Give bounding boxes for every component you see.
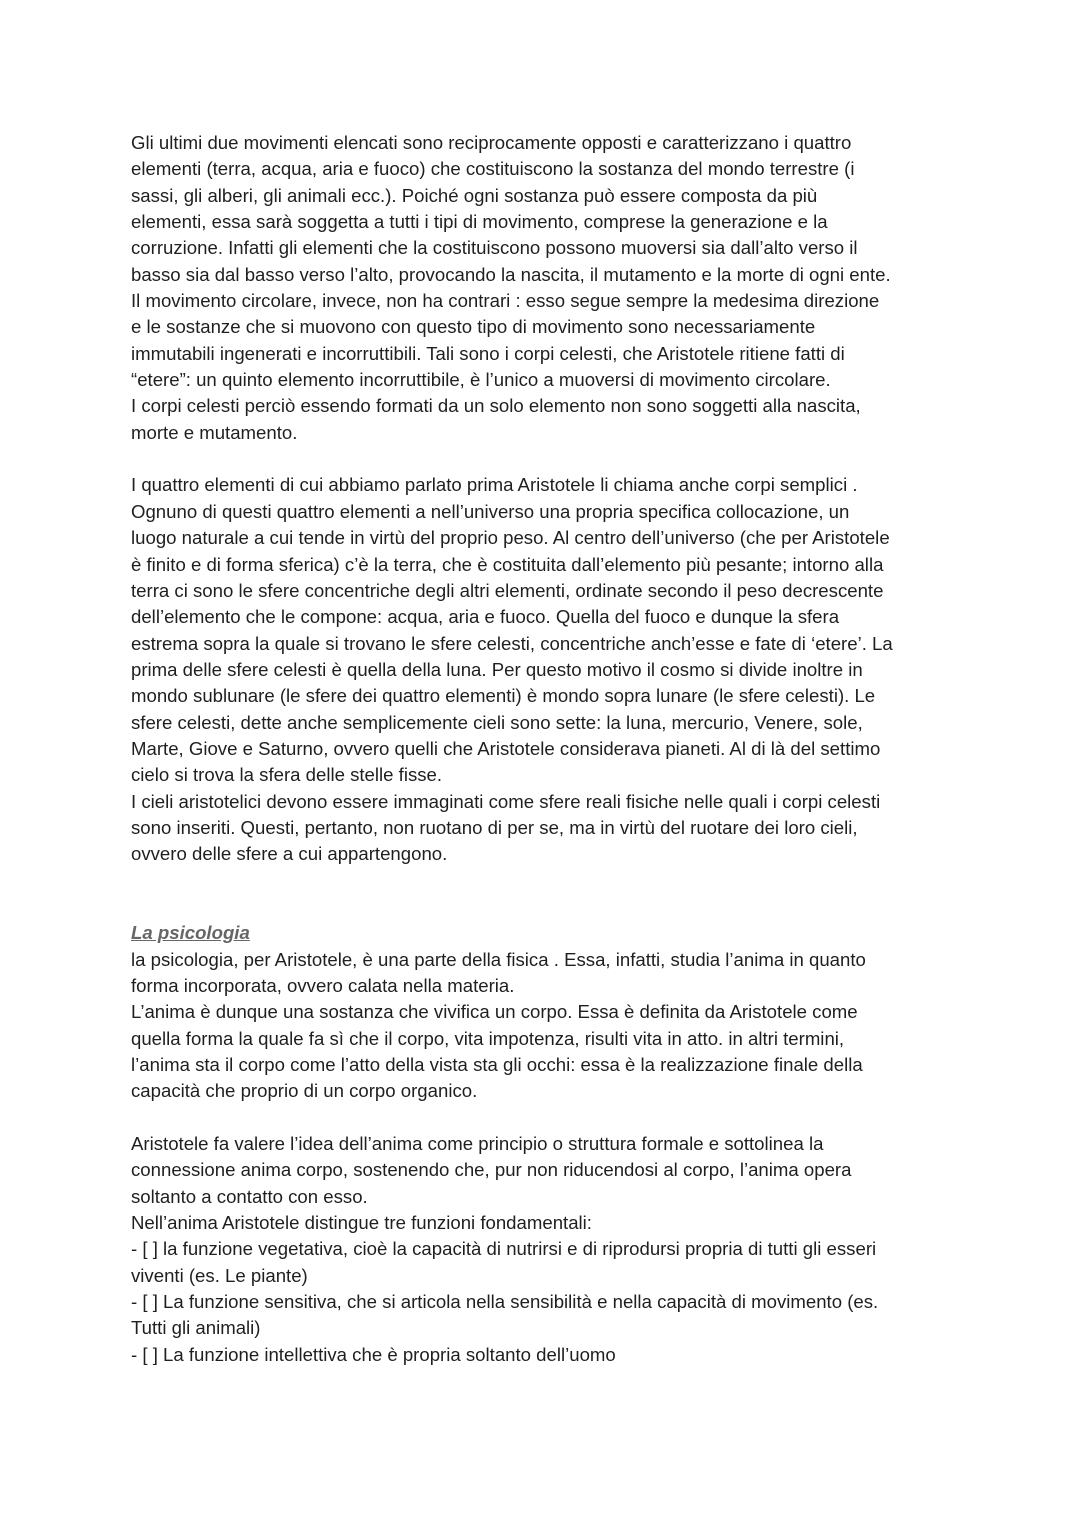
text-line: Aristotele fa valere l’idea dell’anima come principio o struttura formale e sottolinea la [131, 1133, 824, 1155]
text-line: Marte, Giove e Saturno, ovvero quelli che Aristotele considerava pianeti. Al di là del settimo [131, 737, 881, 759]
text-line: sfere celesti, dette anche semplicemente cieli sono sette: la luna, mercurio, Venere, sole, [131, 711, 863, 733]
text-line: connessione anima corpo, sostenendo che, pur non riducendosi al corpo, l’anima opera [131, 1159, 852, 1181]
blank-line [131, 446, 1011, 472]
text-line: - [ ] La funzione sensitiva, che si articola nella sensibilità e nella capacità di movimento (es. [131, 1291, 879, 1313]
text-line: Tutti gli animali) [131, 1317, 261, 1339]
text-line: “etere”: un quinto elemento incorruttibile, è l’unico a muoversi di movimento circolare. [131, 369, 831, 391]
text-line: forma incorporata, ovvero calata nella materia. [131, 975, 515, 996]
text-line: estrema sopra la quale si trovano le sfere celesti, concentriche anch’esse e fate di ‘etere’. La [131, 632, 893, 654]
text-line: I quattro elementi di cui abbiamo parlato prima Aristotele li chiama anche corpi semplici . [131, 474, 858, 496]
text-line: immutabili ingenerati e incorruttibili. Tali sono i corpi celesti, che Aristotele ritiene fatti di [131, 342, 845, 364]
text-line: I corpi celesti perciò essendo formati da un solo elemento non sono soggetti alla nascita, [131, 395, 861, 417]
text-line: - [ ] la funzione vegetativa, cioè la capacità di nutrirsi e di riprodursi propria di tutti gli esseri [131, 1238, 877, 1260]
text-line: terra ci sono le sfere concentriche degli altri elementi, ordinate secondo il peso decrescente [131, 579, 884, 601]
text-line: l’anima sta il corpo come l’atto della vista sta gli occhi: essa è la realizzazione finale della [131, 1054, 863, 1076]
paragraph-funzioni [131, 1131, 1011, 1368]
paragraph-psicologia [131, 947, 1011, 1105]
paragraph-movimenti [131, 130, 1011, 446]
text-line: - [ ] La funzione intellettiva che è propria soltanto dell’uomo [131, 1343, 616, 1365]
text-line: sono inseriti. Questi, pertanto, non ruotano di per se, ma in virtù del ruotare dei loro cieli, [131, 816, 858, 838]
text-line: è finito e di forma sferica) c’è la terra, che è costituita dall’elemento più pesante; intorno alla [131, 553, 884, 575]
text-line: prima delle sfere celesti è quella della luna. Per questo motivo il cosmo si divide inoltre in [131, 658, 863, 680]
text-line: corruzione. Infatti gli elementi che la costituiscono possono muoversi sia dall’alto verso il [131, 237, 858, 259]
blank-line [131, 894, 1011, 920]
text-line: viventi (es. Le piante) [131, 1264, 308, 1286]
text-line: quella forma la quale fa sì che il corpo, vita impotenza, risulti vita in atto. in altri termini, [131, 1027, 845, 1049]
blank-line [131, 1105, 1011, 1131]
text-line: morte e mutamento. [131, 421, 298, 443]
text-line: la psicologia, per Aristotele, è una parte della fisica . Essa, infatti, studia l’anima in quanto [131, 948, 866, 970]
text-line: elementi, essa sarà soggetta a tutti i tipi di movimento, comprese la generazione e la [131, 211, 828, 233]
text-line: soltanto a contatto con esso. [131, 1185, 368, 1207]
text-line: I cieli aristotelici devono essere immaginati come sfere reali fisiche nelle quali i corpi celesti [131, 790, 881, 812]
text-line: capacità che proprio di un corpo organico. [131, 1080, 478, 1102]
text-line: sassi, gli alberi, gli animali ecc.). Poiché ogni sostanza può essere composta da più [131, 184, 818, 206]
text-line: Gli ultimi due movimenti elencati sono reciprocamente opposti e caratterizzano i quattro [131, 132, 852, 153]
text-line: dell’elemento che le compone: acqua, aria e fuoco. Quella del fuoco e dunque la sfera [131, 606, 840, 628]
text-line: cielo si trova la sfera delle stelle fisse. [131, 764, 443, 786]
text-line: basso sia dal basso verso l’alto, provocando la nascita, il mutamento e la morte di ogni ente. [131, 263, 891, 285]
section-heading: La psicologia [131, 922, 250, 944]
text-line: e le sostanze che si muovono con questo tipo di movimento sono necessariamente [131, 316, 816, 338]
text-line: mondo sublunare (le sfere dei quattro elementi) è mondo sopra lunare (le sfere celesti). Le [131, 685, 876, 707]
blank-line [131, 868, 1011, 894]
text-line: Nell’anima Aristotele distingue tre funzioni fondamentali: [131, 1212, 592, 1234]
text-line: L’anima è dunque una sostanza che vivifica un corpo. Essa è definita da Aristotele come [131, 1001, 858, 1023]
paragraph-elementi [131, 472, 1011, 867]
text-line: Ognuno di questi quattro elementi a nell’universo una propria specifica collocazione, un [131, 500, 850, 522]
text-line: luogo naturale a cui tende in virtù del proprio peso. Al centro dell’universo (che per Aristotele [131, 527, 890, 549]
document-page [131, 130, 1011, 1368]
text-line: elementi (terra, acqua, aria e fuoco) che costituiscono la sostanza del mondo terrestre (i [131, 158, 855, 180]
text-line: Il movimento circolare, invece, non ha contrari : esso segue sempre la medesima direzione [131, 290, 880, 312]
text-line: ovvero delle sfere a cui appartengono. [131, 843, 448, 865]
